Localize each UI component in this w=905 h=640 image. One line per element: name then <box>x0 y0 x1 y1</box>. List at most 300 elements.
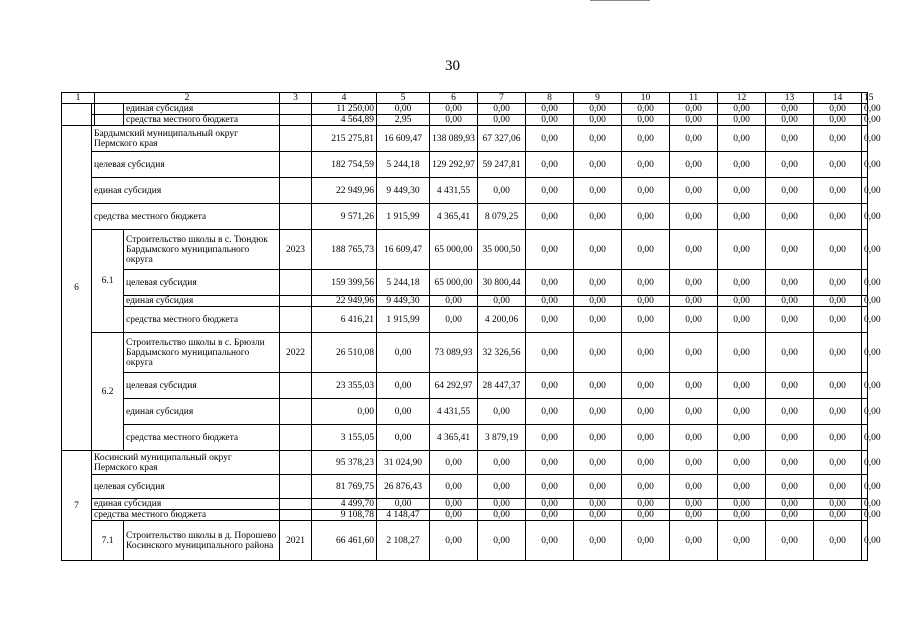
value-cell: 0,00 <box>478 296 526 307</box>
value-cell: 0,00 <box>622 270 670 296</box>
row-label: единая субсидия <box>92 178 280 204</box>
table-row <box>62 126 868 152</box>
value-cell: 0,00 <box>670 373 718 399</box>
value-cell: 0,00 <box>622 115 670 126</box>
value-cell: 0,00 <box>430 307 478 333</box>
row-label: единая субсидия <box>92 499 280 510</box>
value-cell: 1 915,99 <box>377 204 430 230</box>
value-cell: 0,00 <box>670 425 718 451</box>
value-cell: 0,00 <box>862 425 868 451</box>
header-row <box>62 93 868 104</box>
value-cell: 5 244,18 <box>377 270 430 296</box>
table-row <box>62 230 868 270</box>
value-cell: 0,00 <box>526 296 574 307</box>
value-cell: 0,00 <box>430 499 478 510</box>
column-header: 8 <box>526 93 574 104</box>
value-cell: 28 447,37 <box>478 373 526 399</box>
value-cell: 0,00 <box>526 115 574 126</box>
value-cell: 0,00 <box>478 510 526 521</box>
value-cell: 67 327,06 <box>478 126 526 152</box>
value-cell: 0,00 <box>430 521 478 561</box>
value-cell: 0,00 <box>862 521 868 561</box>
value-cell: 0,00 <box>718 230 766 270</box>
value-cell: 0,00 <box>862 115 868 126</box>
value-cell: 0,00 <box>622 230 670 270</box>
year-cell <box>280 451 312 475</box>
value-cell: 0,00 <box>670 510 718 521</box>
subgroup-number: 6.1 <box>92 230 124 333</box>
value-cell: 0,00 <box>430 451 478 475</box>
value-cell: 0,00 <box>430 296 478 307</box>
value-cell: 0,00 <box>862 475 868 499</box>
table-row <box>62 521 868 561</box>
year-cell <box>280 270 312 296</box>
value-cell: 0,00 <box>574 230 622 270</box>
value-cell: 0,00 <box>766 451 814 475</box>
row-label: Строительство школы в с. Тюндюк Бардымского муниципального округа <box>124 230 280 270</box>
table-row <box>62 510 868 521</box>
value-cell: 0,00 <box>478 115 526 126</box>
value-cell: 0,00 <box>670 126 718 152</box>
year-cell <box>280 373 312 399</box>
value-cell: 0,00 <box>622 296 670 307</box>
value-cell: 0,00 <box>478 178 526 204</box>
value-cell: 0,00 <box>718 270 766 296</box>
value-cell: 0,00 <box>377 425 430 451</box>
value-cell: 0,00 <box>430 510 478 521</box>
row-label: Бардымский муниципальный округ Пермского края <box>92 126 280 152</box>
value-cell: 0,00 <box>862 373 868 399</box>
value-cell: 0,00 <box>526 178 574 204</box>
value-cell: 0,00 <box>526 425 574 451</box>
value-cell: 0,00 <box>718 499 766 510</box>
value-cell: 65 000,00 <box>430 230 478 270</box>
value-cell: 0,00 <box>718 521 766 561</box>
row-label: Строительство школы в д. Порошево Косинского муниципального района <box>124 521 280 561</box>
value-cell: 4 365,41 <box>430 425 478 451</box>
value-cell: 0,00 <box>814 307 862 333</box>
table-row <box>62 451 868 475</box>
year-cell <box>280 499 312 510</box>
value-cell: 0,00 <box>478 521 526 561</box>
value-cell: 32 326,56 <box>478 333 526 373</box>
value-cell: 0,00 <box>622 451 670 475</box>
value-cell: 0,00 <box>574 499 622 510</box>
value-cell: 1 915,99 <box>377 307 430 333</box>
value-cell: 0,00 <box>814 115 862 126</box>
value-cell: 0,00 <box>670 499 718 510</box>
subsidy-table <box>61 92 881 561</box>
value-cell: 0,00 <box>718 204 766 230</box>
value-cell: 0,00 <box>430 104 478 115</box>
value-cell: 0,00 <box>766 152 814 178</box>
value-cell: 0,00 <box>814 126 862 152</box>
year-cell <box>280 475 312 499</box>
value-cell: 0,00 <box>718 115 766 126</box>
value-cell: 0,00 <box>862 307 868 333</box>
value-cell: 0,00 <box>814 333 862 373</box>
value-cell: 0,00 <box>766 333 814 373</box>
value-cell: 0,00 <box>622 126 670 152</box>
indent-cell <box>95 104 124 115</box>
subgroup-number: 7.1 <box>92 521 124 561</box>
value-cell: 0,00 <box>526 521 574 561</box>
row-label: средства местного бюджета <box>124 307 280 333</box>
value-cell: 0,00 <box>862 178 868 204</box>
value-cell: 0,00 <box>862 104 868 115</box>
value-cell: 0,00 <box>574 204 622 230</box>
value-cell: 0,00 <box>574 296 622 307</box>
table-row <box>62 104 868 115</box>
value-cell: 22 949,96 <box>312 296 377 307</box>
value-cell: 0,00 <box>718 510 766 521</box>
value-cell: 0,00 <box>814 475 862 499</box>
value-cell: 0,00 <box>526 307 574 333</box>
value-cell: 0,00 <box>574 521 622 561</box>
value-cell: 0,00 <box>670 333 718 373</box>
value-cell: 0,00 <box>622 307 670 333</box>
table-row <box>62 270 868 296</box>
value-cell: 0,00 <box>862 126 868 152</box>
value-cell: 81 769,75 <box>312 475 377 499</box>
value-cell: 0,00 <box>766 126 814 152</box>
table-row <box>62 178 868 204</box>
value-cell: 0,00 <box>718 333 766 373</box>
value-cell: 0,00 <box>862 510 868 521</box>
column-header: 15 <box>862 93 868 104</box>
value-cell: 0,00 <box>718 152 766 178</box>
value-cell: 73 089,93 <box>430 333 478 373</box>
value-cell: 0,00 <box>574 270 622 296</box>
value-cell: 182 754,59 <box>312 152 377 178</box>
value-cell: 3 879,19 <box>478 425 526 451</box>
value-cell: 0,00 <box>526 104 574 115</box>
group-number: 6 <box>62 126 92 451</box>
value-cell: 0,00 <box>862 399 868 425</box>
value-cell: 4 499,70 <box>312 499 377 510</box>
value-cell: 0,00 <box>526 373 574 399</box>
value-cell: 5 244,18 <box>377 152 430 178</box>
value-cell: 0,00 <box>377 399 430 425</box>
value-cell: 0,00 <box>526 333 574 373</box>
row-label: средства местного бюджета <box>124 115 280 126</box>
table-row <box>62 307 868 333</box>
table-row <box>62 373 868 399</box>
top-edge-mark <box>590 0 650 1</box>
value-cell: 0,00 <box>862 499 868 510</box>
value-cell: 159 399,56 <box>312 270 377 296</box>
table-row <box>62 399 868 425</box>
value-cell: 4 431,55 <box>430 399 478 425</box>
value-cell: 0,00 <box>377 499 430 510</box>
row-label: средства местного бюджета <box>124 425 280 451</box>
value-cell: 0,00 <box>574 178 622 204</box>
column-header: 13 <box>766 93 814 104</box>
value-cell: 8 079,25 <box>478 204 526 230</box>
value-cell: 0,00 <box>526 510 574 521</box>
value-cell: 0,00 <box>862 333 868 373</box>
value-cell: 0,00 <box>814 425 862 451</box>
value-cell: 0,00 <box>814 296 862 307</box>
value-cell: 0,00 <box>574 307 622 333</box>
row-label: средства местного бюджета <box>92 510 280 521</box>
table-row <box>62 475 868 499</box>
value-cell: 0,00 <box>670 399 718 425</box>
value-cell: 0,00 <box>478 399 526 425</box>
value-cell: 0,00 <box>670 152 718 178</box>
value-cell: 0,00 <box>622 333 670 373</box>
value-cell: 0,00 <box>622 499 670 510</box>
year-cell <box>280 104 312 115</box>
value-cell: 0,00 <box>718 178 766 204</box>
year-cell <box>280 399 312 425</box>
value-cell: 0,00 <box>622 204 670 230</box>
value-cell: 0,00 <box>670 521 718 561</box>
value-cell: 4 431,55 <box>430 178 478 204</box>
value-cell: 0,00 <box>814 510 862 521</box>
value-cell: 0,00 <box>814 270 862 296</box>
value-cell: 95 378,23 <box>312 451 377 475</box>
value-cell: 0,00 <box>766 296 814 307</box>
value-cell: 9 571,26 <box>312 204 377 230</box>
table-row <box>62 115 868 126</box>
value-cell: 35 000,50 <box>478 230 526 270</box>
value-cell: 0,00 <box>718 307 766 333</box>
row-label: целевая субсидия <box>124 270 280 296</box>
value-cell: 0,00 <box>766 475 814 499</box>
year-cell <box>280 307 312 333</box>
year-cell: 2021 <box>280 521 312 561</box>
value-cell: 0,00 <box>814 152 862 178</box>
value-cell: 0,00 <box>766 115 814 126</box>
value-cell: 188 765,73 <box>312 230 377 270</box>
value-cell: 0,00 <box>526 126 574 152</box>
value-cell: 0,00 <box>814 499 862 510</box>
value-cell: 0,00 <box>670 115 718 126</box>
year-cell <box>280 204 312 230</box>
row-label: единая субсидия <box>124 399 280 425</box>
value-cell: 2 108,27 <box>377 521 430 561</box>
year-cell: 2022 <box>280 333 312 373</box>
value-cell: 0,00 <box>526 499 574 510</box>
year-cell <box>280 152 312 178</box>
column-header: 3 <box>280 93 312 104</box>
value-cell: 0,00 <box>312 399 377 425</box>
year-cell <box>280 425 312 451</box>
value-cell: 0,00 <box>718 104 766 115</box>
value-cell: 0,00 <box>377 333 430 373</box>
value-cell: 0,00 <box>526 451 574 475</box>
value-cell: 0,00 <box>670 307 718 333</box>
year-cell: 2023 <box>280 230 312 270</box>
value-cell: 0,00 <box>622 510 670 521</box>
value-cell: 0,00 <box>862 204 868 230</box>
table-row <box>62 204 868 230</box>
subgroup-number: 6.2 <box>92 333 124 451</box>
value-cell: 0,00 <box>526 152 574 178</box>
value-cell: 0,00 <box>766 204 814 230</box>
value-cell: 0,00 <box>718 451 766 475</box>
value-cell: 0,00 <box>766 399 814 425</box>
value-cell: 0,00 <box>526 475 574 499</box>
value-cell: 59 247,81 <box>478 152 526 178</box>
column-header: 7 <box>478 93 526 104</box>
value-cell: 0,00 <box>478 475 526 499</box>
value-cell: 0,00 <box>622 425 670 451</box>
year-cell <box>280 510 312 521</box>
value-cell: 0,00 <box>670 230 718 270</box>
row-label: целевая субсидия <box>92 475 280 499</box>
table-row <box>62 152 868 178</box>
row-label: целевая субсидия <box>124 373 280 399</box>
row-label: средства местного бюджета <box>92 204 280 230</box>
value-cell: 0,00 <box>766 104 814 115</box>
value-cell: 0,00 <box>718 296 766 307</box>
column-header: 14 <box>814 93 862 104</box>
value-cell: 0,00 <box>430 115 478 126</box>
value-cell: 0,00 <box>862 230 868 270</box>
value-cell: 4 200,06 <box>478 307 526 333</box>
value-cell: 0,00 <box>814 451 862 475</box>
value-cell: 0,00 <box>814 373 862 399</box>
value-cell: 66 461,60 <box>312 521 377 561</box>
value-cell: 0,00 <box>622 399 670 425</box>
value-cell: 0,00 <box>430 475 478 499</box>
value-cell: 6 416,21 <box>312 307 377 333</box>
value-cell: 215 275,81 <box>312 126 377 152</box>
year-cell <box>280 126 312 152</box>
value-cell: 2,95 <box>377 115 430 126</box>
value-cell: 16 609,47 <box>377 126 430 152</box>
column-header: 5 <box>377 93 430 104</box>
value-cell: 0,00 <box>670 270 718 296</box>
value-cell: 0,00 <box>718 425 766 451</box>
value-cell: 0,00 <box>574 399 622 425</box>
value-cell: 0,00 <box>766 521 814 561</box>
value-cell: 0,00 <box>670 104 718 115</box>
group-number-cell <box>62 104 92 126</box>
value-cell: 0,00 <box>526 399 574 425</box>
value-cell: 9 108,78 <box>312 510 377 521</box>
value-cell: 0,00 <box>766 270 814 296</box>
column-header: 4 <box>312 93 377 104</box>
value-cell: 0,00 <box>814 521 862 561</box>
value-cell: 0,00 <box>718 373 766 399</box>
value-cell: 23 355,03 <box>312 373 377 399</box>
value-cell: 0,00 <box>574 115 622 126</box>
value-cell: 31 024,90 <box>377 451 430 475</box>
row-label: Строительство школы в с. Брюзли Бардымского муниципального округа <box>124 333 280 373</box>
value-cell: 16 609,47 <box>377 230 430 270</box>
value-cell: 0,00 <box>862 451 868 475</box>
value-cell: 0,00 <box>478 499 526 510</box>
value-cell: 4 564,89 <box>312 115 377 126</box>
value-cell: 22 949,96 <box>312 178 377 204</box>
value-cell: 0,00 <box>574 152 622 178</box>
value-cell: 0,00 <box>766 307 814 333</box>
value-cell: 0,00 <box>718 475 766 499</box>
value-cell: 3 155,05 <box>312 425 377 451</box>
table-row <box>62 333 868 373</box>
indent-cell <box>95 115 124 126</box>
column-header: 10 <box>622 93 670 104</box>
row-label: целевая субсидия <box>92 152 280 178</box>
value-cell: 0,00 <box>622 104 670 115</box>
value-cell: 0,00 <box>478 451 526 475</box>
value-cell: 0,00 <box>574 104 622 115</box>
column-header: 2 <box>95 93 280 104</box>
value-cell: 0,00 <box>670 178 718 204</box>
value-cell: 0,00 <box>814 230 862 270</box>
value-cell: 9 449,30 <box>377 178 430 204</box>
value-cell: 0,00 <box>718 126 766 152</box>
value-cell: 0,00 <box>718 399 766 425</box>
value-cell: 0,00 <box>766 510 814 521</box>
row-label: единая субсидия <box>124 104 280 115</box>
value-cell: 0,00 <box>670 451 718 475</box>
table-row <box>62 425 868 451</box>
value-cell: 0,00 <box>574 451 622 475</box>
value-cell: 0,00 <box>622 521 670 561</box>
column-header: 12 <box>718 93 766 104</box>
value-cell: 0,00 <box>526 270 574 296</box>
value-cell: 0,00 <box>574 373 622 399</box>
value-cell: 0,00 <box>526 204 574 230</box>
value-cell: 0,00 <box>622 152 670 178</box>
value-cell: 0,00 <box>766 425 814 451</box>
value-cell: 0,00 <box>574 475 622 499</box>
value-cell: 0,00 <box>574 510 622 521</box>
value-cell: 0,00 <box>670 296 718 307</box>
value-cell: 138 089,93 <box>430 126 478 152</box>
value-cell: 0,00 <box>814 104 862 115</box>
column-header: 9 <box>574 93 622 104</box>
value-cell: 0,00 <box>622 475 670 499</box>
group-number: 7 <box>62 451 92 561</box>
column-header: 6 <box>430 93 478 104</box>
value-cell: 0,00 <box>622 178 670 204</box>
value-cell: 11 250,00 <box>312 104 377 115</box>
value-cell: 0,00 <box>478 104 526 115</box>
value-cell: 26 876,43 <box>377 475 430 499</box>
value-cell: 0,00 <box>574 333 622 373</box>
value-cell: 0,00 <box>377 373 430 399</box>
value-cell: 9 449,30 <box>377 296 430 307</box>
value-cell: 0,00 <box>862 270 868 296</box>
value-cell: 0,00 <box>814 204 862 230</box>
value-cell: 0,00 <box>574 425 622 451</box>
value-cell: 64 292,97 <box>430 373 478 399</box>
value-cell: 26 510,08 <box>312 333 377 373</box>
value-cell: 129 292,97 <box>430 152 478 178</box>
column-header: 1 <box>62 93 95 104</box>
value-cell: 4 365,41 <box>430 204 478 230</box>
value-cell: 0,00 <box>526 230 574 270</box>
page-number: 30 <box>445 58 460 74</box>
column-header: 11 <box>670 93 718 104</box>
value-cell: 0,00 <box>622 373 670 399</box>
value-cell: 0,00 <box>766 230 814 270</box>
year-cell <box>280 296 312 307</box>
value-cell: 4 148,47 <box>377 510 430 521</box>
year-cell <box>280 178 312 204</box>
value-cell: 0,00 <box>766 373 814 399</box>
value-cell: 0,00 <box>862 296 868 307</box>
value-cell: 0,00 <box>377 104 430 115</box>
table-row <box>62 296 868 307</box>
table-row <box>62 499 868 510</box>
value-cell: 0,00 <box>670 204 718 230</box>
